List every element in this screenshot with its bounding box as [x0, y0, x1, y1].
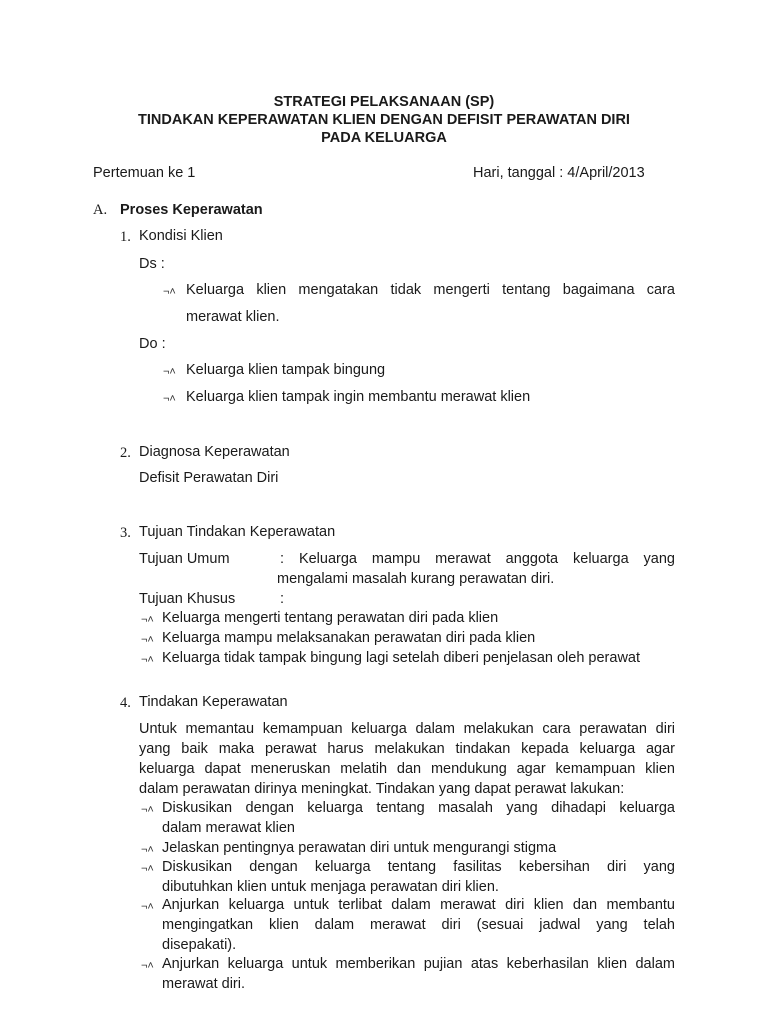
- item-2-heading: Diagnosa Keperawatan: [139, 444, 290, 460]
- ds-line-2: merawat klien.: [186, 309, 280, 325]
- bullet-icon: ¬˄: [141, 863, 154, 875]
- bullet-icon: ¬˄: [141, 634, 154, 646]
- item-3-number: 3.: [120, 525, 131, 541]
- bullet-icon: ¬˄: [141, 804, 154, 816]
- tujuan-khusus-item-1: Keluarga mengerti tentang perawatan diri pada klien: [162, 610, 499, 626]
- item-3-heading: Tujuan Tindakan Keperawatan: [139, 524, 336, 540]
- paragraph-line-4: dalam perawatan dirinya meningkat. Tindakan yang dapat perawat lakukan:: [139, 781, 625, 797]
- item-4-number: 4.: [120, 695, 131, 711]
- item-1-heading: Kondisi Klien: [139, 228, 223, 244]
- meeting-label: Pertemuan ke 1: [93, 165, 196, 181]
- item-2-number: 2.: [120, 445, 131, 461]
- tujuan-umum-line-1: : Keluarga mampu merawat anggota keluarga yang: [280, 551, 675, 567]
- paragraph-line-1: Untuk memantau kemampuan keluarga dalam melakukan cara perawatan diri: [139, 721, 675, 737]
- meeting-date: Hari, tanggal : 4/April/2013: [473, 165, 645, 181]
- action-1-line-2: dalam merawat klien: [162, 820, 295, 836]
- tujuan-umum-label: Tujuan Umum: [139, 551, 230, 567]
- bullet-icon: ¬˄: [141, 960, 154, 972]
- item-4-heading: Tindakan Keperawatan: [139, 694, 288, 710]
- title-line-2: TINDAKAN KEPERAWATAN KLIEN DENGAN DEFISIT PERAWATAN DIRI: [138, 112, 630, 128]
- action-1-line-1: Diskusikan dengan keluarga tentang masalah yang dihadapi keluarga: [162, 800, 675, 816]
- bullet-icon: ¬˄: [141, 844, 154, 856]
- action-3-line-2: dibutuhkan klien untuk menjaga perawatan diri klien.: [162, 879, 499, 895]
- bullet-icon: ¬˄: [141, 654, 154, 666]
- action-4-line-3: disepakati).: [162, 937, 237, 953]
- action-2-line-1: Jelaskan pentingnya perawatan diri untuk mengurangi stigma: [162, 840, 557, 856]
- title-line-3: PADA KELUARGA: [321, 130, 447, 146]
- tujuan-khusus-item-3: Keluarga tidak tampak bingung lagi setelah diberi penjelasan oleh perawat: [162, 650, 641, 666]
- bullet-icon: ¬˄: [163, 393, 176, 405]
- tujuan-khusus-colon: :: [280, 591, 285, 607]
- action-5-line-2: merawat diri.: [162, 976, 245, 992]
- bullet-icon: ¬˄: [141, 901, 154, 913]
- item-1-number: 1.: [120, 229, 131, 245]
- bullet-icon: ¬˄: [163, 366, 176, 378]
- do-label: Do :: [139, 336, 166, 352]
- paragraph-line-2: yang baik maka perawat harus melakukan tindakan kepada keluarga agar: [139, 741, 675, 757]
- action-4-line-1: Anjurkan keluarga untuk terlibat dalam merawat diri klien dan membantu: [162, 897, 675, 913]
- action-4-line-2: mengingatkan klien dalam merawat diri (sesuai jadwal yang telah: [162, 917, 675, 933]
- section-a-letter: A.: [93, 202, 108, 218]
- do-item-2: Keluarga klien tampak ingin membantu merawat klien: [186, 389, 531, 405]
- tujuan-khusus-label: Tujuan Khusus: [139, 591, 236, 607]
- action-5-line-1: Anjurkan keluarga untuk memberikan pujian atas keberhasilan klien dalam: [162, 956, 675, 972]
- ds-line-1: Keluarga klien mengatakan tidak mengerti tentang bagaimana cara: [186, 282, 675, 298]
- item-2-text: Defisit Perawatan Diri: [139, 470, 279, 486]
- title-line-1: STRATEGI PELAKSANAAN (SP): [273, 94, 495, 110]
- ds-label: Ds :: [139, 256, 165, 272]
- bullet-icon: ¬˄: [141, 614, 154, 626]
- tujuan-khusus-item-2: Keluarga mampu melaksanakan perawatan diri pada klien: [162, 630, 536, 646]
- do-item-1: Keluarga klien tampak bingung: [186, 362, 386, 378]
- bullet-icon: ¬˄: [163, 286, 176, 298]
- action-3-line-1: Diskusikan dengan keluarga tentang fasilitas kebersihan diri yang: [162, 859, 675, 875]
- paragraph-line-3: keluarga dapat meneruskan melatih dan mendukung agar kemampuan klien: [139, 761, 675, 777]
- tujuan-umum-line-2: mengalami masalah kurang perawatan diri.: [277, 571, 555, 587]
- section-a-heading: Proses Keperawatan: [120, 202, 263, 218]
